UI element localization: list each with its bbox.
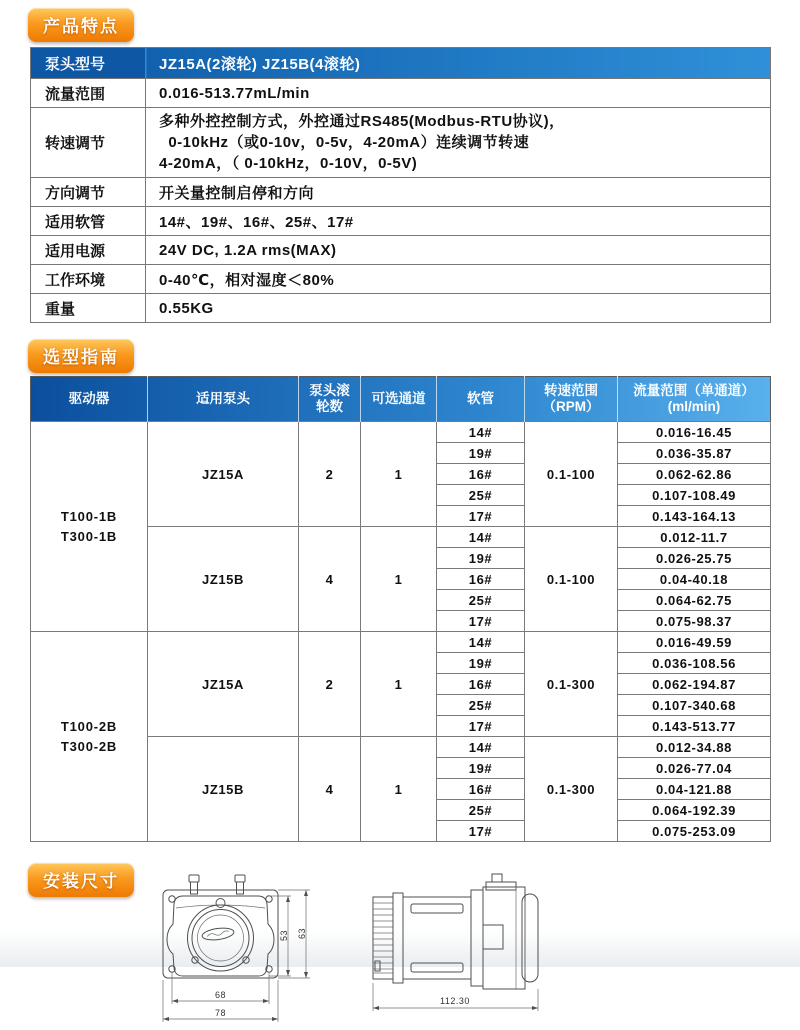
mounting-plate [163,890,278,978]
table-row [31,48,771,79]
flow-cell: 0.04-40.18 [618,569,771,590]
pump-model-cell: JZ15A [148,632,299,737]
tube-cell: 17# [437,506,525,527]
flow-cell: 0.026-25.75 [618,548,771,569]
col-header-speed-range: 转速范围 （RPM） [525,377,618,422]
col-header-tubing: 软管 [437,377,525,422]
dimension-inner-height [269,896,291,976]
flow-cell: 0.062-194.87 [618,674,771,695]
rollers-cell: 2 [299,422,361,527]
table-header-row [31,377,771,422]
flow-cell: 0.04-121.88 [618,779,771,800]
spec-label-power: 适用电源 [31,236,146,265]
rollers-cell: 4 [299,527,361,632]
table-row [31,207,771,236]
rpm-cell: 0.1-100 [525,527,618,632]
rollers-cell: 2 [299,632,361,737]
table-row [31,178,771,207]
flow-cell: 0.036-35.87 [618,443,771,464]
channels-cell: 1 [361,422,437,527]
tube-cell: 19# [437,653,525,674]
dimension-length [373,983,538,1011]
table-row [31,294,771,323]
spec-label-flow-range: 流量范围 [31,79,146,108]
pump-model-cell: JZ15A [148,422,299,527]
flow-cell: 0.016-16.45 [618,422,771,443]
rollers-cell: 4 [299,737,361,842]
speed-line-2: 0-10kHz（或0-10v，0-5v，4-20mA）连续调节转速 [159,134,530,151]
table-row [31,632,771,653]
flow-cell: 0.107-340.68 [618,695,771,716]
col-header-flow-range: 流量范围（单通道） (ml/min) [618,377,771,422]
driver-cell [31,632,148,842]
tube-cell: 25# [437,485,525,506]
speed-line-3: 4-20mA，（ 0-10kHz，0-10V，0-5V) [159,155,418,172]
flow-cell: 0.143-513.77 [618,716,771,737]
driver-cell [31,422,148,632]
spec-value-direction: 开关量控制启停和方向 [146,178,771,207]
motor-body [393,893,471,983]
spec-label-direction: 方向调节 [31,178,146,207]
spec-label-tubing: 适用软管 [31,207,146,236]
product-spec-table [30,47,771,323]
section-title-product-features: 产品特点 [28,8,134,42]
tube-cell: 14# [437,737,525,758]
tube-cell: 16# [437,674,525,695]
flow-cell: 0.075-98.37 [618,611,771,632]
tube-cell: 25# [437,800,525,821]
spec-value-speed-control [146,108,771,178]
driver-model: T300-1B [60,529,118,544]
selection-guide-table [30,376,771,842]
table-row [31,422,771,443]
spec-value-power: 24V DC, 1.2A rms(MAX) [146,236,771,265]
tube-cell: 16# [437,464,525,485]
flow-cell: 0.016-49.59 [618,632,771,653]
flow-cell: 0.062-62.86 [618,464,771,485]
tube-cell: 17# [437,716,525,737]
driver-model: T100-2B [60,719,118,734]
col-header-channels: 可选通道 [361,377,437,422]
spec-label-environment: 工作环境 [31,265,146,294]
flow-cell: 0.075-253.09 [618,821,771,842]
dimension-label: 112.30 [440,996,470,1006]
tube-cell: 19# [437,548,525,569]
brand-logo [201,926,234,941]
spec-value-weight: 0.55KG [146,294,771,323]
channels-cell: 1 [361,737,437,842]
tube-cell: 25# [437,590,525,611]
section-title-selection-guide: 选型指南 [28,339,134,373]
spec-value-flow-range: 0.016-513.77mL/min [146,79,771,108]
spec-label-weight: 重量 [31,294,146,323]
speed-line-1: 多种外控控制方式，外控通过RS485(Modbus-RTU协议)， [159,113,565,130]
col-header-pump-head: 适用泵头 [148,377,299,422]
channels-cell: 1 [361,527,437,632]
spec-label-pump-model: 泵头型号 [31,48,146,79]
table-row [31,265,771,294]
pump-side-view-drawing [365,873,565,1018]
tube-cell: 17# [437,611,525,632]
flow-cell: 0.064-192.39 [618,800,771,821]
flow-cell: 0.012-34.88 [618,737,771,758]
tube-ports [189,875,245,894]
table-row [31,236,771,265]
spec-value-environment: 0-40℃，相对湿度＜80% [146,265,771,294]
spec-label-speed-control: 转速调节 [31,108,146,178]
dimension-label: 63 [297,927,307,939]
tube-cell: 19# [437,758,525,779]
pump-model-cell: JZ15B [148,527,299,632]
flow-cell: 0.107-108.49 [618,485,771,506]
flow-cell: 0.026-77.04 [618,758,771,779]
table-row [31,108,771,178]
dimension-label: 53 [279,929,289,941]
spec-value-pump-model: JZ15A(2滚轮) JZ15B(4滚轮) [146,48,771,79]
flow-cell: 0.143-164.13 [618,506,771,527]
tube-cell: 14# [437,632,525,653]
dimension-drawings [145,872,800,1030]
driver-model: T300-2B [60,739,118,754]
tube-cell: 25# [437,695,525,716]
section-title-installation-dimensions: 安装尺寸 [28,863,134,897]
table-row [31,79,771,108]
flow-cell: 0.064-62.75 [618,590,771,611]
rpm-cell: 0.1-300 [525,632,618,737]
flow-cell: 0.012-11.7 [618,527,771,548]
pump-head-side [471,874,538,989]
tube-cell: 14# [437,527,525,548]
driver-model: T100-1B [60,509,118,524]
tube-cell: 16# [437,779,525,800]
tube-cell: 16# [437,569,525,590]
col-header-rollers: 泵头滚 轮数 [299,377,361,422]
rpm-cell: 0.1-300 [525,737,618,842]
pump-model-cell: JZ15B [148,737,299,842]
dimension-label: 78 [215,1008,227,1018]
tube-cell: 17# [437,821,525,842]
col-header-driver: 驱动器 [68,391,110,406]
tube-cell: 14# [437,422,525,443]
pump-front-view-drawing [145,872,323,1030]
tube-cell: 19# [437,443,525,464]
flow-cell: 0.036-108.56 [618,653,771,674]
rpm-cell: 0.1-100 [525,422,618,527]
channels-cell: 1 [361,632,437,737]
dimension-label: 68 [215,990,227,1000]
spec-value-tubing: 14#、19#、16#、25#、17# [146,207,771,236]
